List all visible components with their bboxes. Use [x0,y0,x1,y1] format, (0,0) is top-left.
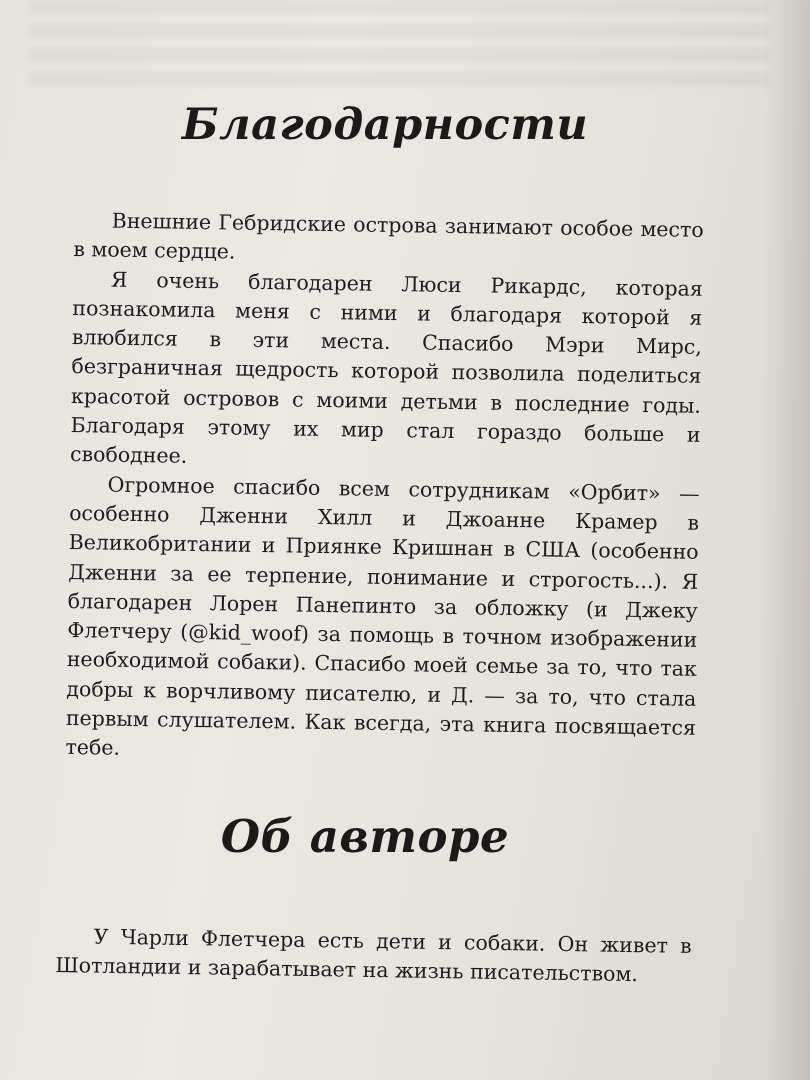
acknowledgements-title: Благодарности [181,100,589,150]
acknowledgements-paragraph-1: Внешние Гебридские острова занимают особое место в моем сердце. [73,208,704,264]
acknowledgements-paragraph-3: Огромное спасибо всем сотрудникам «Орбит» — особенно Дженни Хилл и Джоанне Крамер в Великобритании и Приянке Кришнан в США (особенно Дженни за ее терпение, понимание и строгость...). Я благодарен Лорен Панепинто за обложку (и Джеку Флетчеру (@kid_woof) за помощь в точном изображении необходимой собаки). Спасибо моей семье за то, что так добры к ворчливому писателю, и Д. — за то, что стала первым слушателем. Как всегда, эта книга посвящается тебе. [65,472,700,761]
acknowledgements-paragraph-2: Я очень благодарен Люси Рикардс, которая познакомила меня с ними и благодаря которой я влюбился в эти места. Спасибо Мэри Мирс, безграничная щедрость которой позволила поделиться красотой островов с моими детьми в последние годы. Благодаря этому их мир стал гораздо больше и свободнее. [69,267,703,469]
about-author-paragraph: У Чарли Флетчера есть дети и собаки. Он живет в Шотландии и зарабатывает на жизнь писательством. [55,924,692,987]
acknowledgements-body [65,206,704,772]
bleed-through-text [30,0,770,90]
about-author-body [55,922,692,991]
about-author-title: Об авторе [220,810,510,863]
